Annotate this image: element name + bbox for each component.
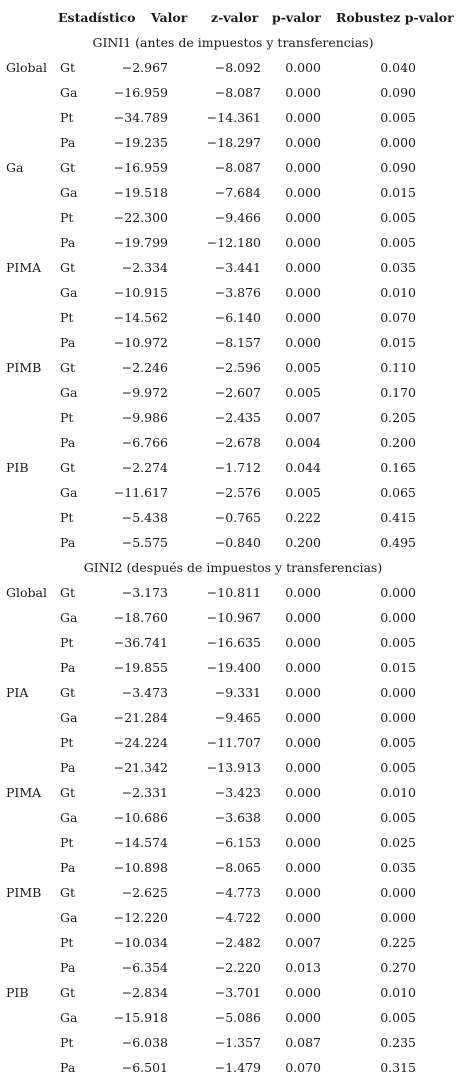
row-valor: −6.038 (121, 1035, 168, 1050)
row-robustez-p-valor: 0.000 (380, 910, 416, 925)
row-statistic: Pa (60, 235, 76, 250)
row-robustez-p-valor: 0.000 (380, 685, 416, 700)
section-title: GINI1 (antes de impuestos y transferencias) (92, 35, 374, 50)
row-valor: −16.959 (113, 160, 168, 175)
row-valor: −10.034 (113, 935, 168, 950)
row-statistic: Pa (60, 435, 76, 450)
row-z-valor: −2.482 (214, 935, 261, 950)
table-row (0, 905, 466, 930)
table-row (0, 730, 466, 755)
table-row (0, 330, 466, 355)
row-valor: −10.686 (113, 810, 168, 825)
row-z-valor: −12.180 (206, 235, 261, 250)
table-row (0, 755, 466, 780)
row-z-valor: −18.297 (206, 135, 261, 150)
row-valor: −16.959 (113, 85, 168, 100)
row-statistic: Pt (60, 935, 74, 950)
table-row (0, 705, 466, 730)
row-p-valor: 0.087 (285, 1035, 321, 1050)
table-row (0, 55, 466, 80)
row-robustez-p-valor: 0.000 (380, 885, 416, 900)
row-z-valor: −9.466 (214, 210, 261, 225)
row-p-valor: 0.000 (285, 835, 321, 850)
row-statistic: Pa (60, 660, 76, 675)
row-z-valor: −5.086 (214, 1010, 261, 1025)
row-z-valor: −3.876 (214, 285, 261, 300)
row-robustez-p-valor: 0.005 (380, 110, 416, 125)
row-statistic: Pa (60, 760, 76, 775)
row-p-valor: 0.000 (285, 985, 321, 1000)
row-statistic: Gt (60, 985, 76, 1000)
row-p-valor: 0.000 (285, 585, 321, 600)
row-z-valor: −2.576 (214, 485, 261, 500)
row-p-valor: 0.000 (285, 335, 321, 350)
row-p-valor: 0.000 (285, 310, 321, 325)
table-row (0, 580, 466, 605)
row-valor: −6.354 (121, 960, 168, 975)
table-row (0, 255, 466, 280)
table-row (0, 880, 466, 905)
table-row (0, 80, 466, 105)
table-row (0, 1030, 466, 1055)
row-z-valor: −8.087 (214, 85, 261, 100)
row-statistic: Pa (60, 1060, 76, 1075)
row-robustez-p-valor: 0.090 (380, 160, 416, 175)
row-valor: −34.789 (113, 110, 168, 125)
row-valor: −9.972 (121, 385, 168, 400)
row-p-valor: 0.000 (285, 285, 321, 300)
row-robustez-p-valor: 0.070 (380, 310, 416, 325)
row-statistic: Ga (60, 610, 78, 625)
row-p-valor: 0.000 (285, 710, 321, 725)
row-z-valor: −3.441 (214, 260, 261, 275)
row-statistic: Gt (60, 685, 76, 700)
table-row (0, 680, 466, 705)
section-title-row (0, 555, 466, 580)
row-statistic: Pt (60, 110, 74, 125)
row-robustez-p-valor: 0.005 (380, 810, 416, 825)
row-z-valor: −2.435 (214, 410, 261, 425)
row-p-valor: 0.000 (285, 885, 321, 900)
row-statistic: Pt (60, 735, 74, 750)
row-statistic: Gt (60, 160, 76, 175)
row-p-valor: 0.000 (285, 1010, 321, 1025)
row-robustez-p-valor: 0.170 (380, 385, 416, 400)
row-group-label: Global (6, 585, 47, 600)
row-statistic: Ga (60, 385, 78, 400)
table-row (0, 230, 466, 255)
row-robustez-p-valor: 0.000 (380, 710, 416, 725)
row-z-valor: −10.967 (206, 610, 261, 625)
row-p-valor: 0.000 (285, 135, 321, 150)
row-robustez-p-valor: 0.035 (380, 260, 416, 275)
row-p-valor: 0.070 (285, 1060, 321, 1075)
row-p-valor: 0.000 (285, 185, 321, 200)
row-z-valor: −1.712 (214, 460, 261, 475)
row-statistic: Pa (60, 860, 76, 875)
row-p-valor: 0.000 (285, 260, 321, 275)
row-valor: −15.918 (113, 1010, 168, 1025)
row-p-valor: 0.000 (285, 160, 321, 175)
row-valor: −10.915 (113, 285, 168, 300)
row-valor: −21.284 (113, 710, 168, 725)
row-robustez-p-valor: 0.010 (380, 285, 416, 300)
row-robustez-p-valor: 0.225 (380, 935, 416, 950)
row-valor: −24.224 (113, 735, 168, 750)
row-p-valor: 0.007 (285, 410, 321, 425)
row-robustez-p-valor: 0.005 (380, 760, 416, 775)
table-row (0, 530, 466, 555)
row-p-valor: 0.044 (285, 460, 321, 475)
row-z-valor: −3.701 (214, 985, 261, 1000)
row-valor: −12.220 (113, 910, 168, 925)
row-z-valor: −0.840 (214, 535, 261, 550)
row-p-valor: 0.005 (285, 385, 321, 400)
row-z-valor: −8.157 (214, 335, 261, 350)
row-statistic: Ga (60, 1010, 78, 1025)
row-robustez-p-valor: 0.270 (380, 960, 416, 975)
header-z-valor: z-valor (211, 10, 259, 25)
row-statistic: Gt (60, 260, 76, 275)
row-valor: −5.575 (121, 535, 168, 550)
table-row (0, 630, 466, 655)
row-p-valor: 0.000 (285, 660, 321, 675)
row-valor: −2.334 (121, 260, 168, 275)
header-p-valor: p-valor (272, 10, 321, 25)
row-statistic: Ga (60, 185, 78, 200)
row-z-valor: −9.331 (214, 685, 261, 700)
row-statistic: Pt (60, 835, 74, 850)
row-z-valor: −2.596 (214, 360, 261, 375)
row-robustez-p-valor: 0.090 (380, 85, 416, 100)
row-robustez-p-valor: 0.165 (380, 460, 416, 475)
row-robustez-p-valor: 0.005 (380, 735, 416, 750)
table-row (0, 980, 466, 1005)
table-row (0, 280, 466, 305)
row-z-valor: −2.220 (214, 960, 261, 975)
row-z-valor: −6.153 (214, 835, 261, 850)
row-valor: −19.799 (113, 235, 168, 250)
row-valor: −5.438 (121, 510, 168, 525)
row-z-valor: −10.811 (206, 585, 261, 600)
row-z-valor: −4.773 (214, 885, 261, 900)
row-robustez-p-valor: 0.200 (380, 435, 416, 450)
row-valor: −9.986 (121, 410, 168, 425)
row-z-valor: −7.684 (214, 185, 261, 200)
table-row (0, 380, 466, 405)
table-row (0, 130, 466, 155)
row-valor: −3.173 (121, 585, 168, 600)
table-row (0, 205, 466, 230)
table-row (0, 180, 466, 205)
row-p-valor: 0.000 (285, 610, 321, 625)
row-p-valor: 0.000 (285, 85, 321, 100)
table-row (0, 830, 466, 855)
row-robustez-p-valor: 0.000 (380, 135, 416, 150)
row-valor: −2.967 (121, 60, 168, 75)
row-valor: −10.898 (113, 860, 168, 875)
row-group-label: Ga (6, 160, 24, 175)
header-robustez: Robustez p-valor (336, 10, 454, 25)
row-p-valor: 0.000 (285, 785, 321, 800)
row-robustez-p-valor: 0.000 (380, 610, 416, 625)
row-statistic: Pt (60, 510, 74, 525)
row-statistic: Gt (60, 785, 76, 800)
section-title-row (0, 30, 466, 55)
row-p-valor: 0.005 (285, 360, 321, 375)
row-robustez-p-valor: 0.005 (380, 210, 416, 225)
row-robustez-p-valor: 0.015 (380, 660, 416, 675)
row-z-valor: −0.765 (214, 510, 261, 525)
row-valor: −6.501 (121, 1060, 168, 1075)
row-valor: −10.972 (113, 335, 168, 350)
row-p-valor: 0.000 (285, 235, 321, 250)
row-p-valor: 0.004 (285, 435, 321, 450)
row-z-valor: −11.707 (206, 735, 261, 750)
row-statistic: Gt (60, 60, 76, 75)
row-p-valor: 0.000 (285, 735, 321, 750)
row-z-valor: −13.913 (206, 760, 261, 775)
row-p-valor: 0.013 (285, 960, 321, 975)
row-robustez-p-valor: 0.000 (380, 585, 416, 600)
row-z-valor: −19.400 (206, 660, 261, 675)
row-statistic: Ga (60, 810, 78, 825)
row-z-valor: −9.465 (214, 710, 261, 725)
row-valor: −36.741 (113, 635, 168, 650)
table-row (0, 105, 466, 130)
row-robustez-p-valor: 0.040 (380, 60, 416, 75)
table-row (0, 780, 466, 805)
row-p-valor: 0.000 (285, 210, 321, 225)
row-p-valor: 0.000 (285, 635, 321, 650)
row-z-valor: −2.607 (214, 385, 261, 400)
row-z-valor: −4.722 (214, 910, 261, 925)
row-valor: −19.855 (113, 660, 168, 675)
row-group-label: PIMA (6, 260, 42, 275)
row-p-valor: 0.222 (285, 510, 321, 525)
table-row (0, 305, 466, 330)
table-row (0, 855, 466, 880)
row-valor: −22.300 (113, 210, 168, 225)
row-statistic: Pt (60, 210, 74, 225)
row-statistic: Gt (60, 360, 76, 375)
row-valor: −6.766 (121, 435, 168, 450)
row-group-label: PIB (6, 985, 29, 1000)
row-robustez-p-valor: 0.065 (380, 485, 416, 500)
row-valor: −18.760 (113, 610, 168, 625)
table-row (0, 455, 466, 480)
row-valor: −2.246 (121, 360, 168, 375)
row-statistic: Pt (60, 1035, 74, 1050)
table-row (0, 805, 466, 830)
table-row (0, 655, 466, 680)
row-valor: −11.617 (113, 485, 168, 500)
row-robustez-p-valor: 0.005 (380, 1010, 416, 1025)
row-p-valor: 0.000 (285, 810, 321, 825)
row-z-valor: −14.361 (206, 110, 261, 125)
row-robustez-p-valor: 0.010 (380, 785, 416, 800)
row-p-valor: 0.005 (285, 485, 321, 500)
row-statistic: Pa (60, 960, 76, 975)
section-title: GINI2 (después de impuestos y transferencias) (83, 560, 383, 575)
row-valor: −2.274 (121, 460, 168, 475)
table-row (0, 505, 466, 530)
row-z-valor: −3.423 (214, 785, 261, 800)
row-group-label: PIMA (6, 785, 42, 800)
row-valor: −19.518 (113, 185, 168, 200)
row-robustez-p-valor: 0.205 (380, 410, 416, 425)
row-p-valor: 0.000 (285, 60, 321, 75)
row-statistic: Ga (60, 910, 78, 925)
row-robustez-p-valor: 0.005 (380, 635, 416, 650)
row-group-label: PIMB (6, 885, 42, 900)
table-row (0, 405, 466, 430)
row-statistic: Pa (60, 535, 76, 550)
row-robustez-p-valor: 0.015 (380, 335, 416, 350)
row-robustez-p-valor: 0.415 (380, 510, 416, 525)
row-robustez-p-valor: 0.025 (380, 835, 416, 850)
table-row (0, 155, 466, 180)
row-p-valor: 0.000 (285, 760, 321, 775)
row-z-valor: −16.635 (206, 635, 261, 650)
row-statistic: Pa (60, 335, 76, 350)
row-p-valor: 0.007 (285, 935, 321, 950)
row-robustez-p-valor: 0.235 (380, 1035, 416, 1050)
row-p-valor: 0.000 (285, 685, 321, 700)
row-p-valor: 0.000 (285, 110, 321, 125)
row-valor: −21.342 (113, 760, 168, 775)
row-robustez-p-valor: 0.010 (380, 985, 416, 1000)
row-statistic: Pt (60, 635, 74, 650)
row-group-label: Global (6, 60, 47, 75)
table-row (0, 355, 466, 380)
header-valor: Valor (151, 10, 188, 25)
row-statistic: Ga (60, 85, 78, 100)
row-group-label: PIB (6, 460, 29, 475)
row-robustez-p-valor: 0.495 (380, 535, 416, 550)
row-valor: −3.473 (121, 685, 168, 700)
row-p-valor: 0.000 (285, 910, 321, 925)
row-valor: −2.331 (121, 785, 168, 800)
table-row (0, 605, 466, 630)
row-robustez-p-valor: 0.110 (380, 360, 416, 375)
row-robustez-p-valor: 0.035 (380, 860, 416, 875)
row-statistic: Pt (60, 410, 74, 425)
row-statistic: Gt (60, 585, 76, 600)
row-statistic: Pt (60, 310, 74, 325)
row-z-valor: −1.479 (214, 1060, 261, 1075)
header-row (0, 5, 466, 30)
row-z-valor: −8.092 (214, 60, 261, 75)
row-z-valor: −3.638 (214, 810, 261, 825)
row-robustez-p-valor: 0.315 (380, 1060, 416, 1075)
table-row (0, 1055, 466, 1080)
table-row (0, 955, 466, 980)
row-p-valor: 0.000 (285, 860, 321, 875)
row-valor: −19.235 (113, 135, 168, 150)
header-estadistico: Estadístico (58, 10, 136, 25)
row-statistic: Ga (60, 710, 78, 725)
row-statistic: Pa (60, 135, 76, 150)
row-z-valor: −6.140 (214, 310, 261, 325)
table-row (0, 930, 466, 955)
row-valor: −14.574 (113, 835, 168, 850)
row-valor: −2.625 (121, 885, 168, 900)
row-p-valor: 0.200 (285, 535, 321, 550)
row-z-valor: −8.065 (214, 860, 261, 875)
row-statistic: Ga (60, 285, 78, 300)
row-group-label: PIA (6, 685, 29, 700)
table-row (0, 430, 466, 455)
row-z-valor: −2.678 (214, 435, 261, 450)
table-row (0, 480, 466, 505)
row-statistic: Ga (60, 485, 78, 500)
row-valor: −2.834 (121, 985, 168, 1000)
row-z-valor: −1.357 (214, 1035, 261, 1050)
row-valor: −14.562 (113, 310, 168, 325)
row-statistic: Gt (60, 460, 76, 475)
row-z-valor: −8.087 (214, 160, 261, 175)
row-robustez-p-valor: 0.005 (380, 235, 416, 250)
row-robustez-p-valor: 0.015 (380, 185, 416, 200)
row-group-label: PIMB (6, 360, 42, 375)
row-statistic: Gt (60, 885, 76, 900)
table-row (0, 1005, 466, 1030)
